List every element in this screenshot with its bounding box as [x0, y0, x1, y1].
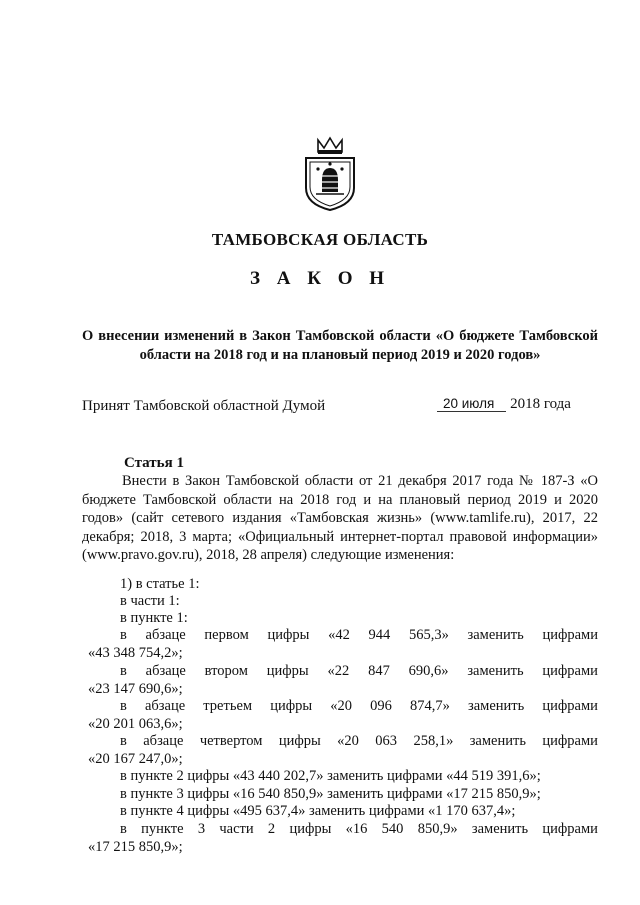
word: 944	[368, 627, 391, 643]
word: цифрами	[542, 698, 598, 714]
word: абзаце	[144, 698, 186, 714]
tambov-coat-of-arms-icon	[298, 136, 362, 212]
document-type: З А К О Н	[249, 268, 391, 289]
word: в	[120, 821, 127, 837]
word: в	[120, 733, 127, 749]
word: «16	[345, 821, 368, 837]
part-2-line	[120, 821, 598, 838]
paragraph-1-value: «43 348 754,2»;	[88, 645, 183, 661]
word: 258,1»	[413, 733, 454, 749]
word: третьем	[203, 698, 253, 714]
point-3: в пункте 3 цифры «16 540 850,9» заменить цифрами «17 215 850,9»;	[120, 786, 541, 802]
word: 850,9»	[417, 821, 458, 837]
paragraph-1-line	[120, 627, 598, 644]
paragraph-4-line	[120, 733, 598, 750]
word: заменить	[467, 663, 524, 679]
word: первом	[204, 627, 249, 643]
word: цифры	[266, 663, 309, 679]
part-2-value: «17 215 850,9»;	[88, 839, 183, 855]
word: четвертом	[199, 733, 263, 749]
adoption-year: 2018 года	[510, 396, 571, 412]
adoption-day-month: 20 июля	[437, 396, 506, 412]
word: в	[120, 663, 127, 679]
word: абзаце	[145, 663, 186, 679]
word: заменить	[471, 821, 529, 837]
adoption-label: Принят Тамбовской областной Думой	[82, 398, 326, 414]
word: «20	[337, 733, 359, 749]
point-2: в пункте 2 цифры «43 440 202,7» заменить цифрами «44 519 391,6»;	[120, 768, 541, 784]
word: 063	[375, 733, 398, 749]
word: цифры	[267, 627, 310, 643]
word: 096	[370, 698, 392, 714]
word: 3	[197, 821, 206, 837]
adoption-date	[437, 396, 571, 413]
word: 540	[381, 821, 404, 837]
point-4: в пункте 4 цифры «495 637,4» заменить цифрами «1 170 637,4»;	[120, 803, 516, 819]
word: 874,7»	[409, 698, 450, 714]
word: цифрами	[542, 663, 598, 679]
point-1: в пункте 1:	[120, 610, 188, 626]
word: 690,6»	[408, 663, 449, 679]
word: абзаце	[143, 733, 184, 749]
word: заменить	[469, 733, 526, 749]
word: абзаце	[145, 627, 186, 643]
word: цифры	[278, 733, 321, 749]
paragraph-4-value: «20 167 247,0»;	[88, 751, 183, 767]
word: «42	[328, 627, 350, 643]
part-1: в части 1:	[120, 593, 180, 609]
article-intro: Внести в Закон Тамбовской области от 21 декабря 2017 года № 187-З «О бюджете Тамбовской области на 2018 год и на плановый период 2019 и 2020 годов» (сайт сетевого издания «Тамбовская жизнь» (www.tamlife.ru), 2017, 22 декабря; 2018, 3 марта; «Официальный интернет-портал правовой информации» (www.pravo.gov.ru), 2018, 28 апреля) следующие изменения:	[82, 473, 598, 563]
word: цифрами	[542, 821, 598, 837]
word: «22	[327, 663, 350, 679]
word: «20	[330, 698, 352, 714]
word: 847	[368, 663, 390, 679]
word: в	[120, 627, 127, 643]
word: 2	[267, 821, 276, 837]
paragraph-2-line	[120, 663, 598, 680]
word: цифры	[270, 698, 313, 714]
paragraph-2-value: «23 147 690,6»;	[88, 681, 183, 697]
word: в	[120, 698, 127, 714]
word: цифрами	[542, 627, 598, 643]
word: заменить	[467, 627, 524, 643]
paragraph-3-line	[120, 698, 598, 715]
article-heading: Статья 1	[124, 455, 184, 471]
word: заменить	[467, 698, 525, 714]
law-title: О внесении изменений в Закон Тамбовской области «О бюджете Тамбовской области на 2018 год и на плановый период 2019 и 2020 годов»	[82, 328, 598, 363]
item-1: 1) в статье 1:	[120, 576, 200, 592]
adoption-line	[82, 398, 598, 415]
word: 565,3»	[408, 627, 449, 643]
word: части	[219, 821, 254, 837]
word: втором	[204, 663, 248, 679]
word: цифры	[289, 821, 332, 837]
paragraph-3-value: «20 201 063,6»;	[88, 716, 183, 732]
word: пункте	[141, 821, 184, 837]
word: цифрами	[542, 733, 598, 749]
region-name: ТАМБОВСКАЯ ОБЛАСТЬ	[211, 230, 429, 249]
